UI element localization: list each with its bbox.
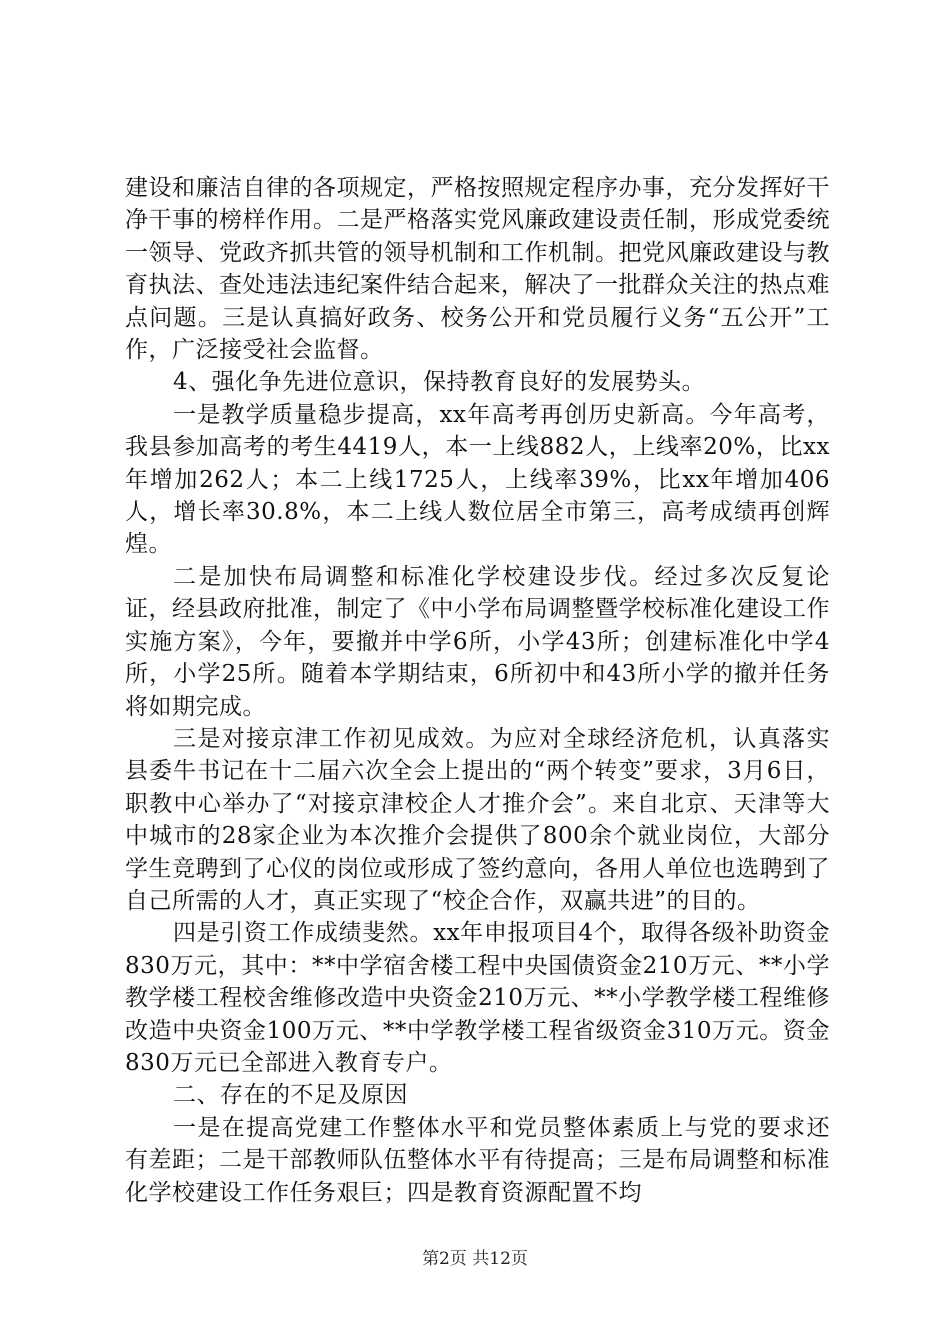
paragraph-continuation: 建设和廉洁自律的各项规定，严格按照规定程序办事，充分发挥好干净干事的榜样作用。二是严格落实党风廉政建设责任制，形成党委统一领导、党政齐抓共管的领导机制和工作机制。把党风廉政建设与教育执法、查处违法违纪案件结合起来，解决了一批群众关注的热点难点问题。三是认真搞好政务、校务公开和党员履行义务“五公开”工作，广泛接受社会监督。: [125, 175, 830, 364]
document-body: [125, 172, 830, 1209]
section-heading-4: 4、强化争先进位意识，保持教育良好的发展势头。: [173, 369, 706, 396]
paragraph-shortcomings: 一是在提高党建工作整体水平和党员整体素质上与党的要求还有差距；二是干部教师队伍整体水平有待提高；三是布局调整和标准化学校建设工作任务艰巨；四是教育资源配置不均: [125, 1114, 830, 1206]
page-footer: 第2页 共12页: [422, 1249, 528, 1269]
paragraph-school-layout: 二是加快布局调整和标准化学校建设步伐。经过多次反复论证，经县政府批准，制定了《中小学布局调整暨学校标准化建设工作实施方案》，今年，要撤并中学6所，小学43所；创建标准化中学4所，小学25所。随着本学期结束，6所初中和43所小学的撤并任务将如期完成。: [125, 563, 830, 720]
paragraph-beijing-tianjin: 三是对接京津工作初见成效。为应对全球经济危机，认真落实县委牛书记在十二届六次全会上提出的“两个转变”要求，3月6日，职教中心举办了“对接京津校企人才推介会”。来自北京、天津等大中城市的28家企业为本次推介会提供了800余个就业岗位，大部分学生竞聘到了心仪的岗位或形成了签约意向，各用人单位也选聘到了自己所需的人才，真正实现了“校企合作，双赢共进”的目的。: [125, 725, 830, 914]
paragraph-funding: 四是引资工作成绩斐然。xx年申报项目4个，取得各级补助资金830万元，其中：**中学宿舍楼工程中央国债资金210万元、**小学教学楼工程校舍维修改造中央资金210万元、**小学教学楼工程维修改造中央资金100万元、**中学教学楼工程省级资金310万元。资金830万元已全部进入教育专户。: [125, 920, 830, 1076]
section-heading-shortcomings: 二、存在的不足及原因: [173, 1082, 408, 1109]
paragraph-teaching-quality: 一是教学质量稳步提高，xx年高考再创历史新高。今年高考，我县参加高考的考生4419人，本一上线882人，上线率20%，比xx年增加262人；本二上线1725人，上线率39%，比xx年增加406人，增长率30.8%，本二上线人数位居全市第三，高考成绩再创辉煌。: [125, 401, 830, 558]
